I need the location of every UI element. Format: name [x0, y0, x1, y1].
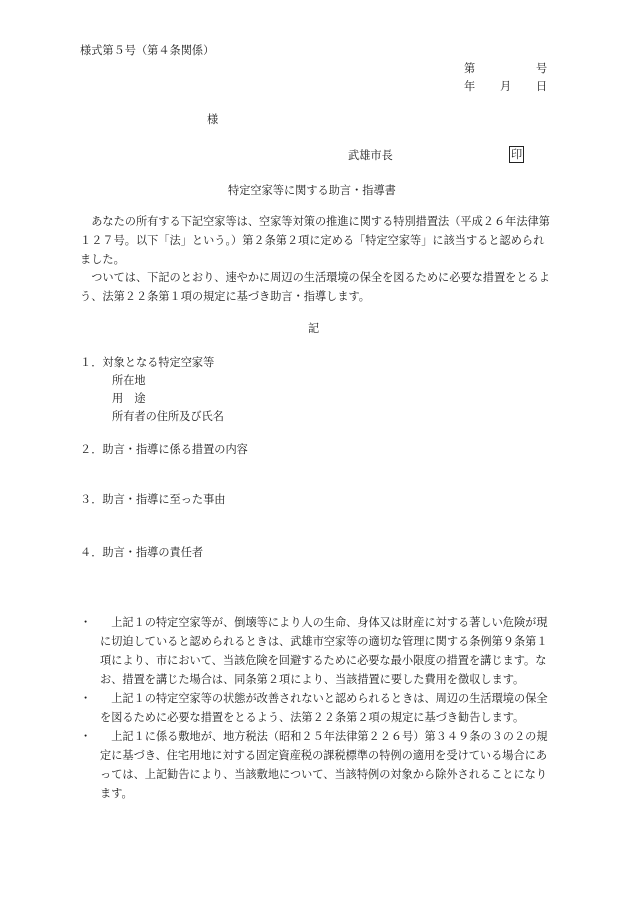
item-1-usage: 用 途: [112, 392, 146, 405]
item-4-label: ４．助言・指導の責任者: [80, 546, 204, 559]
date-day: 日: [536, 80, 548, 93]
note-item-3: [80, 727, 550, 803]
item-2-label: ２．助言・指導に係る措置の内容: [80, 443, 248, 456]
issuer-title: 武雄市長: [348, 149, 393, 162]
item-3-label: ３．助言・指導に至った事由: [80, 493, 226, 506]
form-label: 様式第５号（第４条関係）: [80, 44, 215, 57]
item-1-label: １．対象となる特定空家等: [80, 356, 215, 369]
seal-text: 印: [511, 148, 523, 161]
note-bullet: ・: [80, 616, 92, 629]
item-1-owner: 所有者の住所及び氏名: [112, 410, 224, 423]
doc-number-suffix: 号: [536, 62, 548, 75]
document-title: 特定空家等に関する助言・指導書: [228, 184, 396, 197]
note-text-1: 上記１の特定空家等が、倒壊等により人の生命、身体又は財産に対する著しい危険が現に切迫していると認められるときは、武雄市空家等の適切な管理に関する条例第９条第１項により、市において、当該危険を回避するために必要な最小限度の措置を講じます。なお、措置を講じた場合は、同条第２項により、当該措置に要した費用を徴収します。: [100, 616, 548, 686]
item-1-location: 所在地: [112, 374, 146, 387]
notes-list: [80, 613, 550, 803]
note-item-1: [80, 613, 550, 689]
body-paragraph-2: ついては、下記のとおり、速やかに周辺の生活環境の保全を図るために必要な措置をとるよう、法第２２条第１項の規定に基づき助言・指導します。: [80, 271, 550, 303]
note-bullet: ・: [80, 692, 92, 705]
seal-mark: [509, 146, 524, 164]
doc-number-prefix: 第: [464, 62, 476, 75]
note-text-2: 上記１の特定空家等の状態が改善されないと認められるときは、周辺の生活環境の保全を図るために必要な措置をとるよう、法第２２条第２項の規定に基づき勧告します。: [100, 692, 548, 724]
note-text-3: 上記１に係る敷地が、地方税法（昭和２５年法律第２２６号）第３４９条の３の２の規定に基づき、住宅用地に対する固定資産税の課税標準の特例の適用を受けている場合にあっては、上記勧告により、当該敷地について、当該特例の対象から除外されることになります。: [100, 730, 548, 800]
ki-heading: 記: [308, 322, 320, 335]
note-item-2: [80, 689, 550, 727]
note-bullet: ・: [80, 730, 92, 743]
date-year: 年: [464, 80, 476, 93]
addressee-suffix: 様: [207, 113, 219, 126]
date-month: 月: [500, 80, 512, 93]
body-paragraph-1: あなたの所有する下記空家等は、空家等対策の推進に関する特別措置法（平成２６年法律第１２７号。以下「法」という。）第２条第２項に定める「特定空家等」に該当すると認められました。: [80, 215, 550, 266]
